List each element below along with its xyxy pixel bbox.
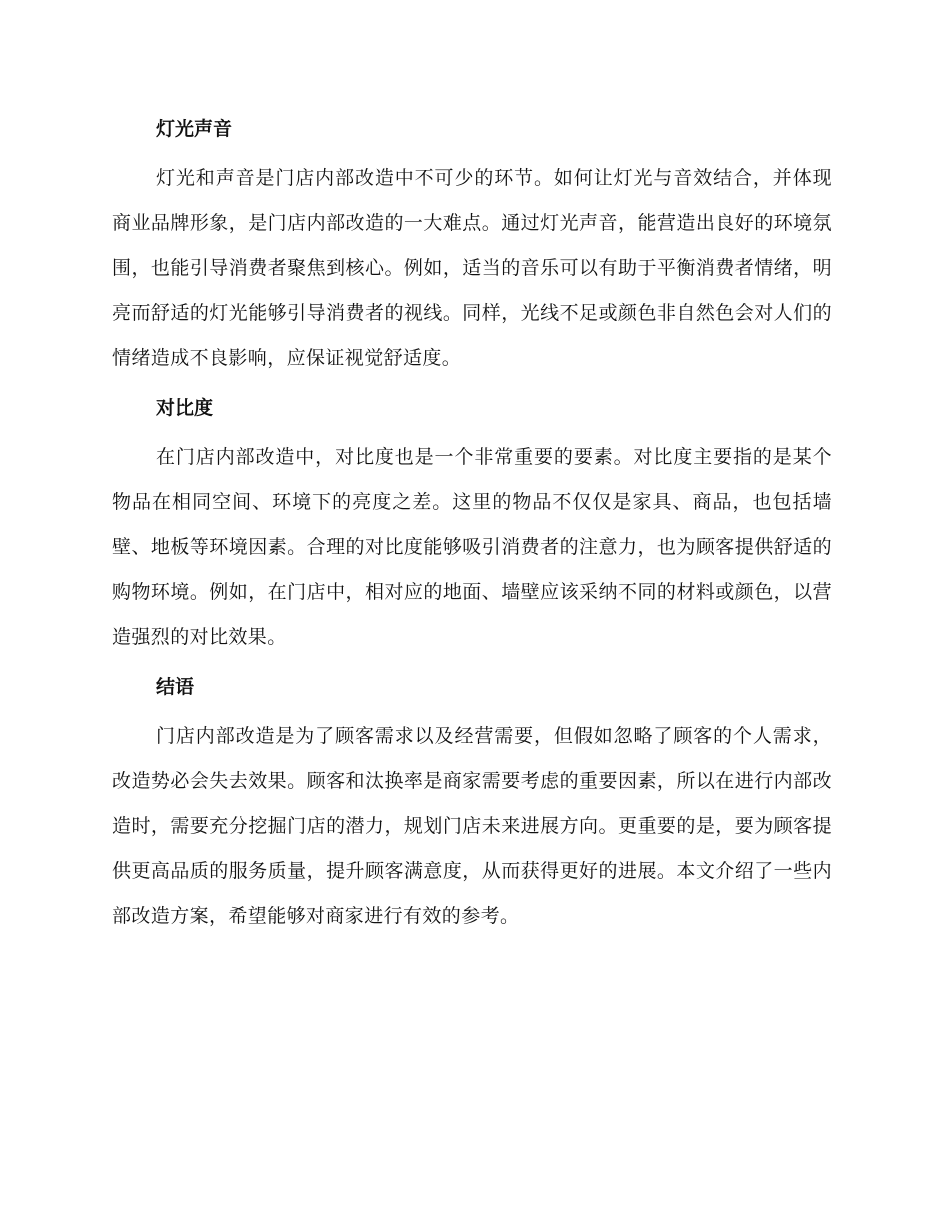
section-conclusion [112,666,832,939]
section-paragraph: 在门店内部改造中，对比度也是一个非常重要的要素。对比度主要指的是某个物品在相同空间、环境下的亮度之差。这里的物品不仅仅是家具、商品，也包括墙壁、地板等环境因素。合理的对比度能够吸引消费者的注意力，也为顾客提供舒适的购物环境。例如，在门店中，相对应的地面、墙壁应该采纳不同的材料或颜色，以营造强烈的对比效果。 [112,446,832,648]
section-lighting-sound [112,108,832,381]
document-content [112,108,832,945]
section-heading: 对比度 [156,397,214,419]
section-heading: 结语 [156,676,195,698]
section-paragraph: 灯光和声音是门店内部改造中不可少的环节。如何让灯光与音效结合，并体现商业品牌形象，是门店内部改造的一大难点。通过灯光声音，能营造出良好的环境氛围，也能引导消费者聚焦到核心。例如，适当的音乐可以有助于平衡消费者情绪，明亮而舒适的灯光能够引导消费者的视线。同样，光线不足或颜色非自然色会对人们的情绪造成不良影响，应保证视觉舒适度。 [112,167,832,369]
section-contrast [112,387,832,660]
section-paragraph: 门店内部改造是为了顾客需求以及经营需要，但假如忽略了顾客的个人需求，改造势必会失去效果。顾客和汰换率是商家需要考虑的重要因素，所以在进行内部改造时，需要充分挖掘门店的潜力，规划门店未来进展方向。更重要的是，要为顾客提供更高品质的服务质量，提升顾客满意度，从而获得更好的进展。本文介绍了一些内部改造方案，希望能够对商家进行有效的参考。 [112,725,832,927]
section-heading: 灯光声音 [156,118,233,140]
